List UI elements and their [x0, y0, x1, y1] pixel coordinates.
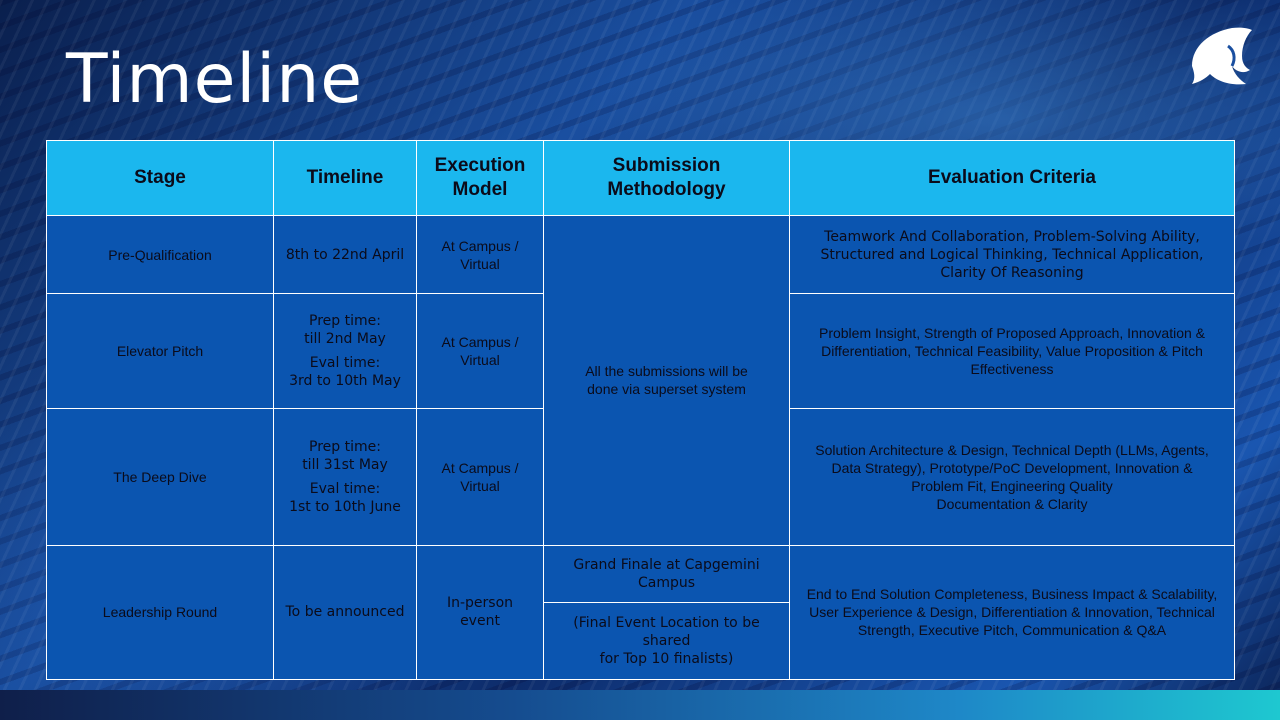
criteria-line: Strength, Executive Pitch, Communication & Q&A — [857, 622, 1167, 639]
execution-cell — [417, 409, 544, 545]
page-title: Timeline — [66, 40, 364, 119]
execution-line2: Virtual — [460, 255, 500, 272]
submission-top-cell: Grand Finale at Capgemini Campus — [544, 545, 790, 602]
submission-bottom-line2: for Top 10 finalists) — [599, 650, 734, 667]
submission-line2: done via superset system — [587, 381, 746, 398]
header-execution-line2: Model — [452, 179, 508, 201]
eval-value: 3rd to 10th May — [289, 373, 401, 390]
header-execution-line1: Execution — [434, 155, 526, 177]
criteria-line: Documentation & Clarity — [936, 496, 1088, 513]
spade-logo-icon — [1188, 26, 1254, 90]
header-submission-line1: Submission — [612, 155, 721, 177]
criteria-line: Data Strategy), Prototype/PoC Development, Innovation & — [831, 460, 1193, 477]
criteria-cell — [790, 216, 1235, 294]
timeline-cell: To be announced — [274, 545, 417, 679]
footer-gradient-bar — [0, 690, 1280, 720]
eval-value: 1st to 10th June — [289, 499, 401, 516]
prep-value: till 2nd May — [304, 331, 386, 348]
header-submission-line2: Methodology — [607, 179, 726, 201]
eval-label: Eval time: — [309, 481, 381, 498]
execution-line1: At Campus / — [441, 334, 519, 351]
criteria-line: Teamwork And Collaboration, Problem-Solving Ability, — [824, 228, 1200, 245]
criteria-line: Differentiation, Technical Feasibility, Value Proposition & Pitch — [821, 343, 1203, 360]
execution-cell — [417, 294, 544, 409]
stage-cell: The Deep Dive — [47, 409, 274, 545]
stage-cell: Elevator Pitch — [47, 294, 274, 409]
criteria-line: Solution Architecture & Design, Technical Depth (LLMs, Agents, — [815, 442, 1209, 459]
header-execution-model — [417, 141, 544, 216]
criteria-line: Problem Fit, Engineering Quality — [911, 478, 1113, 495]
header-submission-methodology — [544, 141, 790, 216]
timeline-cell — [274, 409, 417, 545]
execution-line1: At Campus / — [441, 460, 519, 477]
criteria-cell — [790, 294, 1235, 409]
table-row — [47, 216, 1235, 294]
criteria-line: Problem Insight, Strength of Proposed Approach, Innovation & — [818, 325, 1206, 342]
submission-shared-cell — [544, 216, 790, 546]
criteria-line: Effectiveness — [970, 361, 1054, 378]
stage-cell: Pre-Qualification — [47, 216, 274, 294]
criteria-line: Structured and Logical Thinking, Technical Application, — [820, 246, 1204, 263]
prep-label: Prep time: — [309, 313, 381, 330]
criteria-cell — [790, 409, 1235, 545]
header-evaluation-criteria: Evaluation Criteria — [790, 141, 1235, 216]
execution-line1: At Campus / — [441, 237, 519, 254]
prep-value: till 31st May — [302, 457, 388, 474]
timeline-cell — [274, 294, 417, 409]
criteria-line: End to End Solution Completeness, Business Impact & Scalability, — [806, 586, 1218, 603]
header-stage: Stage — [47, 141, 274, 216]
header-timeline: Timeline — [274, 141, 417, 216]
execution-line2: Virtual — [460, 478, 500, 495]
criteria-line: Clarity Of Reasoning — [940, 264, 1084, 281]
eval-label: Eval time: — [309, 355, 381, 372]
submission-line1: All the submissions will be — [585, 363, 748, 380]
criteria-line: User Experience & Design, Differentiation & Innovation, Technical — [809, 604, 1215, 621]
stage-cell: Leadership Round — [47, 545, 274, 679]
submission-bottom-line1: (Final Event Location to be shared — [573, 614, 760, 649]
table-row — [47, 545, 1235, 602]
criteria-cell — [790, 545, 1235, 679]
prep-label: Prep time: — [309, 439, 381, 456]
submission-bottom-cell — [544, 602, 790, 679]
table-header-row — [47, 141, 1235, 216]
execution-cell — [417, 216, 544, 294]
timeline-cell: 8th to 22nd April — [274, 216, 417, 294]
timeline-table — [46, 140, 1235, 680]
execution-line2: Virtual — [460, 352, 500, 369]
execution-cell: In-person event — [417, 545, 544, 679]
